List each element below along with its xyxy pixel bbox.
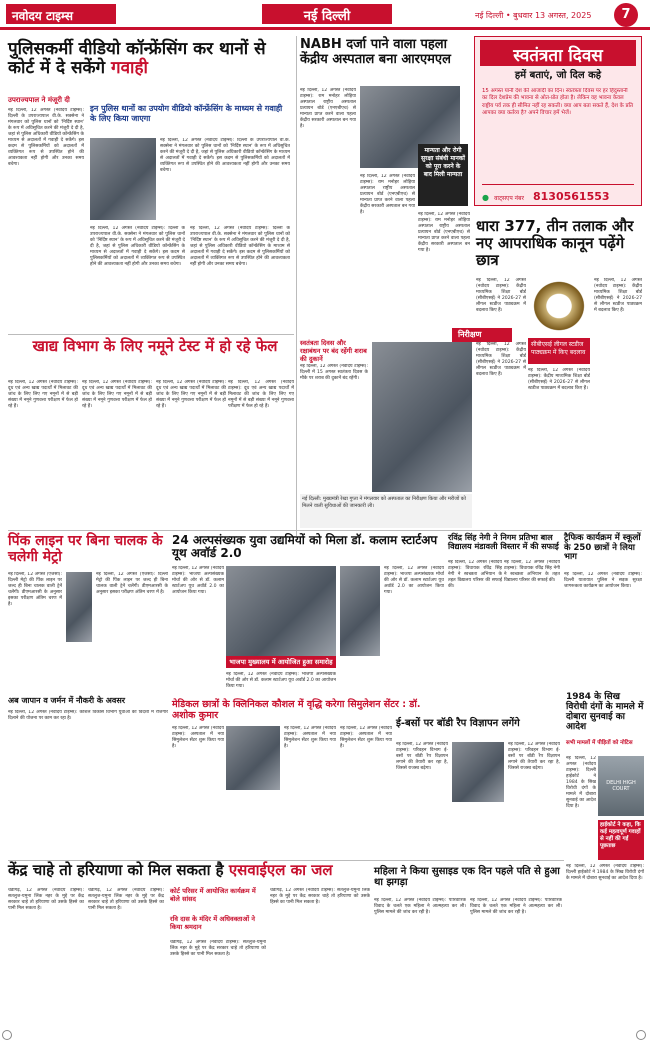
ebus-headline: ई-बसों पर बॉडी रैप विज्ञापन लगेंगे <box>396 718 520 729</box>
police-body: नई दिल्ली, 12 अगस्त (नवोदय टाइम्स): दिल्ली के उपराज्यपाल वी.के. सक्सेना ने मंगलवार को पुलिस थानों को 'निर्दिष्ट स्थान' के रूप में अधिसूचित करने की मंजूरी दे दी है, जहां से पुलिस अधिकारी वीडियो कॉन्फ्रेंसिंग के माध्यम से अदालतों में गवाही दे सकेंगे। इस कदम से पुलिसकर्मियों को अदालतों में व्यक्तिगत रूप से उपस्थित होने की आवश्यकता नहीं होगी और उनका समय बचेगा। <box>8 108 84 167</box>
whatsapp-label: वाट्सएप नंबर <box>494 195 524 202</box>
divider <box>8 334 294 335</box>
article377-headline: धारा 377, तीन तलाक और नए आपराधिक कानून पढ़ेंगे छात्र <box>476 217 634 269</box>
nabh-body-2: नई दिल्ली, 12 अगस्त (नवोदय टाइम्स): राम मनोहर लोहिया अस्पताल राष्ट्रीय अस्पताल प्रत्यायन बोर्ड (एनएबीएच) से मान्यता प्राप्त करने वाला पहला केंद्रीय सरकारी अस्पताल बन गया है। <box>360 174 415 215</box>
nabh-body-3: नई दिल्ली, 12 अगस्त (नवोदय टाइम्स): राम मनोहर लोहिया अस्पताल राष्ट्रीय अस्पताल प्रत्यायन बोर्ड (एनएबीएच) से मान्यता प्राप्त करने वाला पहला केंद्रीय सरकारी अस्पताल बन गया है। <box>418 212 470 253</box>
police-headline-text: पुलिसकर्मी वीडियो कॉन्फ्रेंसिंग कर थानों से कोर्ट में दे सकेंगे <box>8 39 266 79</box>
syl-body-2: चंडीगढ़, 12 अगस्त (नवोदय टाइम्स): सतलुज-यमुना लिंक नहर के मुद्दे पर केंद्र सरकार चाहे तो हरियाणा को उसके हिस्से का पानी मिल सकता है। <box>88 888 164 911</box>
article377-body-2: नई दिल्ली, 12 अगस्त (नवोदय टाइम्स): केंद्रीय माध्यमिक शिक्षा बोर्ड (सीबीएसई) ने 2026-27 से लीगल स्टडीज पाठ्यक्रम में बदलाव किए हैं। <box>594 278 642 313</box>
registration-mark <box>2 1030 12 1040</box>
pinkline-body-2: नई दिल्ली, 12 अगस्त (एजेंसी): दिल्ली मेट्रो की पिंक लाइन पर जल्द ही बिना चालक वाली ट्रेनें चलेंगी। डीएमआरसी के अनुसार इसका परीक्षण अंतिम चरण में है। <box>96 572 168 595</box>
court-sign: DELHI HIGH COURT <box>606 780 636 792</box>
riots-sub: हाईकोर्ट ने कहा, कि कई महत्वपूर्ण गवाहों से नहीं की गई पूछताछ <box>598 820 644 860</box>
syl-headline-accent: एसवाईएल का जल <box>228 861 333 879</box>
police-body-2: नई दिल्ली, 12 अगस्त (नवोदय टाइम्स): दिल्ली के उपराज्यपाल वी.के. सक्सेना ने मंगलवार को पुलिस थानों को 'निर्दिष्ट स्थान' के रूप में अधिसूचित करने की मंजूरी दे दी है, जहां से पुलिस अधिकारी वीडियो कॉन्फ्रेंसिंग के माध्यम से अदालतों में गवाही दे सकेंगे। इस कदम से पुलिसकर्मियों को अदालतों में व्यक्तिगत रूप से उपस्थित होने की आवश्यकता नहीं होगी और उनका समय बचेगा। <box>90 226 185 267</box>
inspection-body: नई दिल्ली, 12 अगस्त (नवोदय टाइम्स): दिल्ली में 15 अगस्त स्वतंत्रता दिवस के मौके पर शराब की दुकानें बंद रहेंगी। <box>300 364 368 381</box>
article377-body-4: नई दिल्ली, 12 अगस्त (नवोदय टाइम्स): केंद्रीय माध्यमिक शिक्षा बोर्ड (सीबीएसई) ने 2026-27 से लीगल स्टडीज पाठ्यक्रम में बदलाव किए हैं। <box>528 368 590 391</box>
food-body-3: नई दिल्ली, 12 अगस्त (नवोदय टाइम्स): दूध एवं अन्य खाद्य पदार्थों में मिलावट की जांच के लिए लिए गए नमूनों में से बड़ी संख्या में नमूने गुणवत्ता परीक्षण में फेल हो रहे हैं। <box>156 380 226 409</box>
food-body-2: नई दिल्ली, 12 अगस्त (नवोदय टाइम्स): दूध एवं अन्य खाद्य पदार्थों में मिलावट की जांच के लिए लिए गए नमूनों में से बड़ी संख्या में नमूने गुणवत्ता परीक्षण में फेल हो रहे हैं। <box>82 380 152 409</box>
pinkline-body: नई दिल्ली, 12 अगस्त (एजेंसी): दिल्ली मेट्रो की पिंक लाइन पर जल्द ही बिना चालक वाली ट्रेनें चलेंगी। डीएमआरसी के अनुसार इसका परीक्षण अंतिम चरण में है। <box>8 572 62 607</box>
syl-brief-1: कोर्ट परिसर में आयोजित कार्यक्रम में बोले सांसद <box>170 887 256 903</box>
syl-brief-2: रवि दास के मंदिर में अधिवक्ताओं ने किया श्रमदान <box>170 915 256 931</box>
ebus-body-2: नई दिल्ली, 12 अगस्त (नवोदय टाइम्स): परिवहन विभाग ई-बसों पर बॉडी रैप विज्ञापन लगाने की तैयारी कर रहा है, जिससे राजस्व बढ़ेगा। <box>508 742 560 771</box>
whatsapp-number: 8130561553 <box>533 190 610 203</box>
paper-name: नवोदय टाइम्स <box>6 4 116 24</box>
startup-headline: 24 अल्पसंख्यक युवा उद्यमियों को मिला डॉ. कलाम स्टार्टअप यूथ अवॉर्ड 2.0 <box>172 533 438 561</box>
legislator-body-2: नई दिल्ली, 12 अगस्त (नवोदय टाइम्स): विधायक रविंद्र सिंह नेगी ने स्वच्छता अभियान के तहत विद्यालय परिसर की सफाई की। <box>504 560 560 583</box>
ebus-photo <box>452 742 504 802</box>
riots-body: नई दिल्ली, 12 अगस्त (नवोदय टाइम्स): दिल्ली हाईकोर्ट ने 1984 के सिख विरोधी दंगों के मामले में दोबारा सुनवाई का आदेश दिया है। <box>566 756 596 809</box>
inspection-label: निरीक्षण <box>452 328 512 342</box>
riots-deck: सभी मामलों में पीड़ितों को नोटिस <box>566 740 633 746</box>
court-photo <box>598 756 644 816</box>
traffic-headline: ट्रैफिक कार्यक्रम में स्कूलों के 250 छात्रों ने लिया भाग <box>564 533 641 563</box>
independence-title: स्वतंत्रता दिवस <box>480 40 636 66</box>
syl-headline-text: केंद्र चाहे तो हरियाणा को मिल सकता है <box>8 861 224 879</box>
police-headline <box>8 40 293 78</box>
nabh-quote: मान्यता और रोगी सुरक्षा संबंधी मानकों को पूरा करने के बाद मिली मान्यता <box>418 144 468 206</box>
city-tab: नई दिल्ली <box>262 4 392 24</box>
riots-headline: 1984 के सिख विरोधी दंगों के मामले में दोबारा सुनवाई का आदेश <box>566 692 644 733</box>
woman-body: नई दिल्ली, 12 अगस्त (नवोदय टाइम्स): पारिवारिक विवाद के चलते एक महिला ने आत्महत्या कर ली। पुलिस मामले की जांच कर रही है। <box>374 898 466 915</box>
woman-headline: महिला ने किया सुसाइड एक दिन पहले पति से हुआ था झगड़ा <box>374 866 560 889</box>
medical-body: नई दिल्ली, 12 अगस्त (नवोदय टाइम्स): अस्पताल में नया सिमुलेशन सेंटर शुरू किया गया है। <box>172 726 224 749</box>
food-headline: खाद्य विभाग के लिए नमूने टेस्ट में हो रहे फेल <box>32 337 278 355</box>
traffic-body: नई दिल्ली, 12 अगस्त (नवोदय टाइम्स): दिल्ली यातायात पुलिस ने सड़क सुरक्षा जागरूकता कार्यक्रम का आयोजन किया। <box>564 572 642 589</box>
inspection-caption: नई दिल्ली: मुख्यमंत्री रेखा गुप्ता ने मंगलवार को अस्पताल का निरीक्षण किया और मरीजों को मिलने वाली सुविधाओं की जानकारी ली। <box>300 494 472 528</box>
pinkline-sub-body: नई दिल्ली, 12 अगस्त (नवोदय टाइम्स): कौशल विकास विभाग युवाओं को विदेशों में रोजगार दिलाने की योजना पर काम कर रहा है। <box>8 710 168 721</box>
startup-photo <box>226 566 336 656</box>
food-body-4: नई दिल्ली, 12 अगस्त (नवोदय टाइम्स): दूध एवं अन्य खाद्य पदार्थों में मिलावट की जांच के लिए लिए गए नमूनों में से बड़ी संख्या में नमूने गुणवत्ता परीक्षण में फेल हो रहे हैं। <box>228 380 294 409</box>
whatsapp-row <box>482 184 634 203</box>
startup-body-3: नई दिल्ली, 12 अगस्त (नवोदय टाइम्स): भाजपा अल्पसंख्यक मोर्चा की ओर से डॉ. कलाम स्टार्टअप यूथ अवॉर्ड 2.0 का आयोजन किया गया। <box>384 566 444 595</box>
inspection-kicker: स्वतंत्रता दिवस और रक्षाबंधन पर बंद रहेंगी शराब की दुकानें <box>300 339 367 363</box>
syl-body: चंडीगढ़, 12 अगस्त (नवोदय टाइम्स): सतलुज-यमुना लिंक नहर के मुद्दे पर केंद्र सरकार चाहे तो हरियाणा को उसके हिस्से का पानी मिल सकता है। <box>8 888 84 911</box>
ebus-body: नई दिल्ली, 12 अगस्त (नवोदय टाइम्स): परिवहन विभाग ई-बसों पर बॉडी रैप विज्ञापन लगाने की तैयारी कर रहा है, जिससे राजस्व बढ़ेगा। <box>396 742 448 771</box>
police-byline: उपराज्यपाल ने मंजूरी दी <box>8 96 70 104</box>
cbse-logo-photo <box>530 278 588 334</box>
police-photo <box>90 138 156 220</box>
police-body-3: नई दिल्ली, 12 अगस्त (नवोदय टाइम्स): दिल्ली के उपराज्यपाल वी.के. सक्सेना ने मंगलवार को पुलिस थानों को 'निर्दिष्ट स्थान' के रूप में अधिसूचित करने की मंजूरी दे दी है, जहां से पुलिस अधिकारी वीडियो कॉन्फ्रेंसिंग के माध्यम से अदालतों में गवाही दे सकेंगे। इस कदम से पुलिसकर्मियों को अदालतों में व्यक्तिगत रूप से उपस्थित होने की आवश्यकता नहीं होगी और उनका समय बचेगा। <box>190 226 290 267</box>
startup-body: नई दिल्ली, 12 अगस्त (नवोदय टाइम्स): भाजपा अल्पसंख्यक मोर्चा की ओर से डॉ. कलाम स्टार्टअप यूथ अवॉर्ड 2.0 का आयोजन किया गया। <box>172 566 224 595</box>
pinkline-headline: पिंक लाइन पर बिना चालक के चलेगी मेट्रो <box>8 533 163 565</box>
medical-body-3: नई दिल्ली, 12 अगस्त (नवोदय टाइम्स): अस्पताल में नया सिमुलेशन सेंटर शुरू किया गया है। <box>340 726 392 749</box>
police-headline-accent: गवाही <box>111 58 148 79</box>
medical-body-2: नई दिल्ली, 12 अगस्त (नवोदय टाइम्स): अस्पताल में नया सिमुलेशन सेंटर शुरू किया गया है। <box>284 726 336 749</box>
metro-photo <box>66 572 92 642</box>
article377-body-3: नई दिल्ली, 12 अगस्त (नवोदय टाइम्स): केंद्रीय माध्यमिक शिक्षा बोर्ड (सीबीएसई) ने 2026-27 से लीगल स्टडीज पाठ्यक्रम में बदलाव किए हैं। <box>476 342 526 377</box>
medical-headline: मेडिकल छात्रों के क्लिनिकल कौशल में वृद्धि करेगा सिमुलेशन सेंटर : डॉ. अशोक कुमार <box>172 699 421 721</box>
police-infobox-body: नई दिल्ली, 12 अगस्त (नवोदय टाइम्स): दिल्ली के उपराज्यपाल वी.के. सक्सेना ने मंगलवार को पुलिस थानों को 'निर्दिष्ट स्थान' के रूप में अधिसूचित करने की मंजूरी दे दी है, जहां से पुलिस अधिकारी वीडियो कॉन्फ्रेंसिंग के माध्यम से अदालतों में गवाही दे सकेंगे। इस कदम से पुलिसकर्मियों को अदालतों में व्यक्तिगत रूप से उपस्थित होने की आवश्यकता नहीं होगी और उनका समय बचेगा। <box>160 138 290 173</box>
syl-body-3: चंडीगढ़, 12 अगस्त (नवोदय टाइम्स): सतलुज-यमुना लिंक नहर के मुद्दे पर केंद्र सरकार चाहे तो हरियाणा को उसके हिस्से का पानी मिल सकता है। <box>170 940 266 957</box>
medical-photo <box>226 726 280 790</box>
food-body: नई दिल्ली, 12 अगस्त (नवोदय टाइम्स): दूध एवं अन्य खाद्य पदार्थों में मिलावट की जांच के लिए लिए गए नमूनों में से बड़ी संख्या में नमूने गुणवत्ता परीक्षण में फेल हो रहे हैं। <box>8 380 78 409</box>
whatsapp-icon: ● <box>482 193 489 202</box>
independence-body: 15 अगस्त यानी देश की आजादी का दिन। स्वतंत्रता दिवस पर हर हिंदुस्तानी का दिल देशप्रेम की भावना से ओत-प्रोत होता है। लेकिन वह भावना केवल राष्ट्रीय पर्व तक ही सीमित नहीं रह सकती। क्या आप बता सकते हैं, देश के प्रति आपका क्या कर्तव्य है? अपने विचार हमें भेजें। <box>482 88 634 117</box>
startup-photo-2 <box>340 566 380 656</box>
independence-subtitle: हमें बताएं, जो दिल कहे <box>514 70 602 81</box>
nabh-headline: NABH दर्जा पाने वाला पहला केंद्रीय अस्पताल बना आरएमएल <box>300 37 451 67</box>
registration-mark <box>636 1030 646 1040</box>
nabh-body: नई दिल्ली, 12 अगस्त (नवोदय टाइम्स): राम मनोहर लोहिया अस्पताल राष्ट्रीय अस्पताल प्रत्यायन बोर्ड (एनएबीएच) से मान्यता प्राप्त करने वाला पहला केंद्रीय सरकारी अस्पताल बन गया है। <box>300 88 356 129</box>
riots-body-2: नई दिल्ली, 12 अगस्त (नवोदय टाइम्स): दिल्ली हाईकोर्ट ने 1984 के सिख विरोधी दंगों के मामले में दोबारा सुनवाई का आदेश दिया है। <box>566 864 644 881</box>
divider <box>8 530 642 531</box>
column-divider <box>296 36 297 536</box>
woman-body-2: नई दिल्ली, 12 अगस्त (नवोदय टाइम्स): पारिवारिक विवाद के चलते एक महिला ने आत्महत्या कर ली। पुलिस मामले की जांच कर रही है। <box>470 898 562 915</box>
article377-body: नई दिल्ली, 12 अगस्त (नवोदय टाइम्स): केंद्रीय माध्यमिक शिक्षा बोर्ड (सीबीएसई) ने 2026-27 से लीगल स्टडीज पाठ्यक्रम में बदलाव किए हैं। <box>476 278 526 313</box>
article377-label: सीबीएसई लीगल स्टडीज पाठ्यक्रम में किए बदलाव <box>528 338 590 364</box>
syl-body-4: चंडीगढ़, 12 अगस्त (नवोदय टाइम्स): सतलुज-यमुना लिंक नहर के मुद्दे पर केंद्र सरकार चाहे तो हरियाणा को उसके हिस्से का पानी मिल सकता है। <box>270 888 370 905</box>
legislator-body: नई दिल्ली, 12 अगस्त (नवोदय टाइम्स): विधायक रविंद्र सिंह नेगी ने स्वच्छता अभियान के तहत विद्यालय परिसर की सफाई की। <box>448 560 502 589</box>
inspection-photo <box>372 342 472 492</box>
startup-body-2: नई दिल्ली, 12 अगस्त (नवोदय टाइम्स): भाजपा अल्पसंख्यक मोर्चा की ओर से डॉ. कलाम स्टार्टअप यूथ अवॉर्ड 2.0 का आयोजन किया गया। <box>226 672 336 689</box>
police-infobox-title: इन पुलिस थानों का उपयोग वीडियो कॉन्फ्रेंसिंग के माध्यम से गवाही के लिए किया जाएगा <box>90 104 283 123</box>
date-line: नई दिल्ली • बुधवार 13 अगस्त, 2025 <box>475 11 592 20</box>
startup-photo-banner: भाजपा मुख्यालय में आयोजित हुआ समारोह <box>226 656 336 668</box>
pinkline-sub: अब जापान व जर्मन में नौकरी के अवसर <box>8 696 126 705</box>
page-number: 7 <box>614 3 638 27</box>
legislator-headline: रविंद्र सिंह नेगी ने निगम प्रतिभा बाल विद्यालय मंडावली विस्तार में की सफाई <box>448 533 559 551</box>
